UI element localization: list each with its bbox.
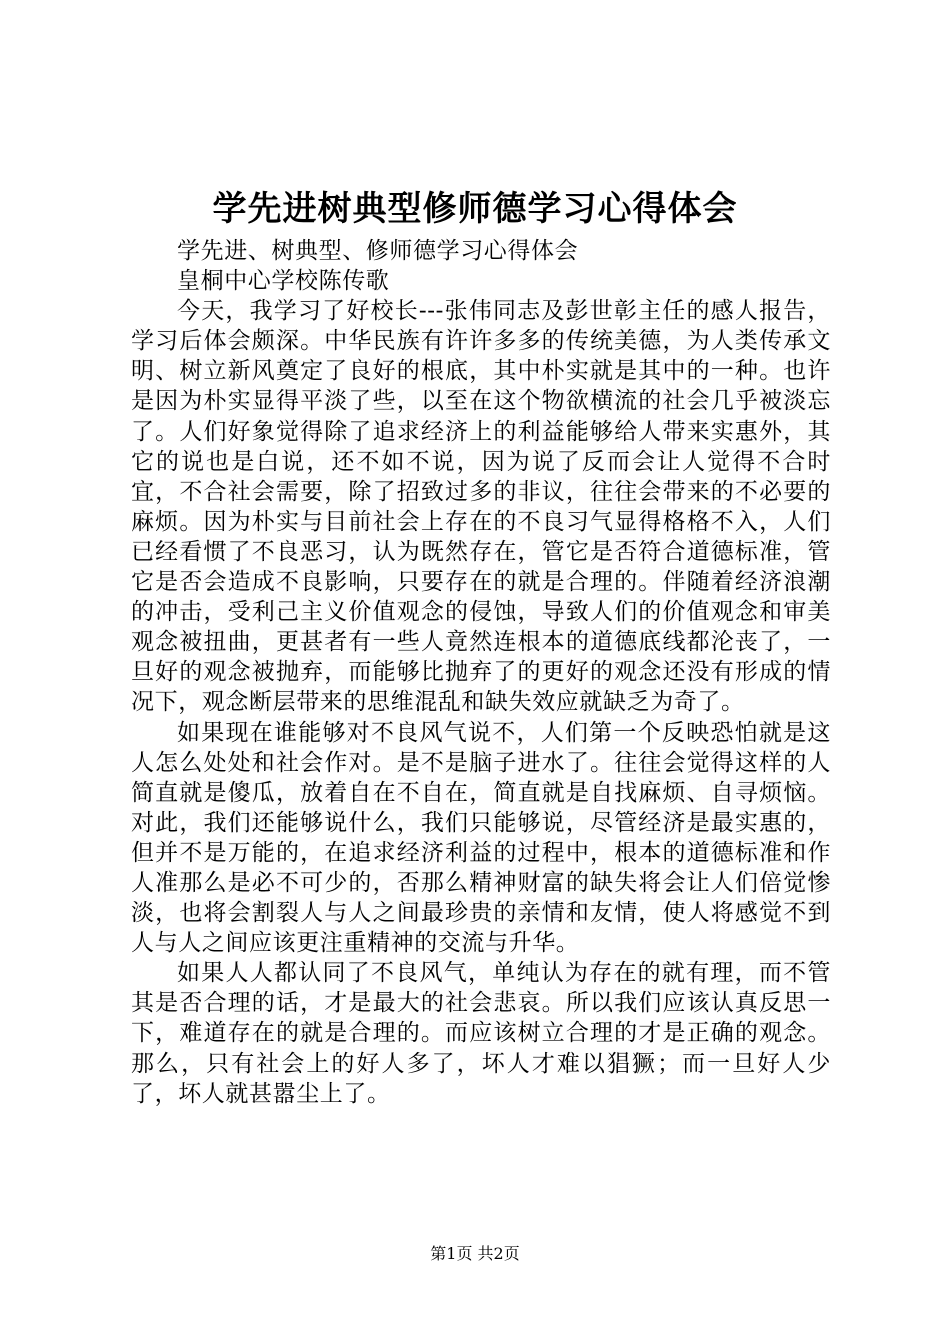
body-paragraph: 今天，我学习了好校长---张伟同志及彭世彰主任的感人报告，学习后体会颇深。中华民族有许许多多的传统美德，为人类传承文明、树立新风奠定了良好的根底，其中朴实就是其中的一种。也许是因为朴实显得平淡了些，以至在这个物欲横流的社会几乎被淡忘了。人们好象觉得除了追求经济上的利益能够给人带来实惠外，其它的说也是白说，还不如不说，因为说了反而会让人觉得不合时宜，不合社会需要，除了招致过多的非议，往往会带来的不必要的麻烦。因为朴实与目前社会上存在的不良习气显得格格不入，人们已经看惯了不良恶习，认为既然存在，管它是否符合道德标准，管它是否会造成不良影响，只要存在的就是合理的。伴随着经济浪潮的冲击，受利己主义价值观念的侵蚀，导致人们的价值观念和审美观念被扭曲，更甚者有一些人竟然连根本的道德底线都沦丧了，一旦好的观念被抛弃，而能够比抛弃了的更好的观念还没有形成的情况下，观念断层带来的思维混乱和缺失效应就缺乏为奇了。 xyxy=(131,298,831,716)
document-title: 学先进树典型修师德学习心得体会 xyxy=(212,189,738,229)
body-paragraph: 如果人人都认同了不良风气，单纯认为存在的就有理，而不管其是否合理的话，才是最大的社会悲哀。所以我们应该认真反思一下，难道存在的就是合理的。而应该树立合理的才是正确的观念。那么，只有社会上的好人多了，坏人才难以猖獗；而一旦好人少了，坏人就甚嚣尘上了。 xyxy=(131,960,831,1107)
body-paragraph: 如果现在谁能够对不良风气说不，人们第一个反映恐怕就是这人怎么处处和社会作对。是不是脑子进水了。往往会觉得这样的人简直就是傻瓜，放着自在不自在，简直就是自找麻烦、自寻烦恼。对此，我们还能够说什么，我们只能够说，尽管经济是最实惠的，但并不是万能的，在追求经济利益的过程中，根本的道德标准和作人准那么是必不可少的，否那么精神财富的缺失将会让人们倍觉惨淡，也将会割裂人与人之间最珍贵的亲情和友情，使人将感觉不到人与人之间应该更注重精神的交流与升华。 xyxy=(131,719,831,957)
subtitle-line: 学先进、树典型、修师德学习心得体会 xyxy=(177,238,579,264)
author-line: 皇桐中心学校陈传歌 xyxy=(177,268,390,295)
page-footer: 第1页 共2页 xyxy=(430,1244,520,1263)
document-body xyxy=(131,236,831,1109)
